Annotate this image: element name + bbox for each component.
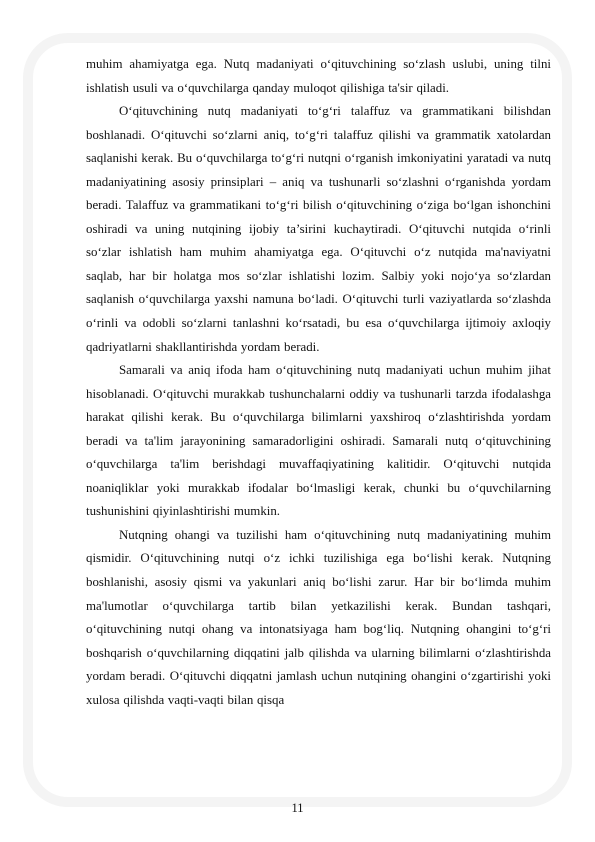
document-body (86, 53, 551, 712)
page-number: 11 (291, 801, 304, 815)
paragraph-2: O‘qituvchining nutq madaniyati to‘g‘ri talaffuz va grammatikani bilishdan boshlanadi. O‘qituvchi so‘zlarni aniq, to‘g‘ri talaffuz qilishi va grammatik xatolardan saqlanishi kerak. Bu o‘quvchilarga to‘g‘ri nutqni o‘rganish imkoniyatini yaratadi va nutq madaniyatining asosiy prinsiplari – aniq va tushunarli so‘zlashni o‘rganishda yordam beradi. Talaffuz va grammatikani to‘g‘ri bilish o‘qituvchining o‘ziga bo‘lgan ishonchini oshiradi va uning nutqining ijobiy ta’sirini kuchaytiradi. O‘qituvchi nutqida o‘rinli so‘zlar ishlatish ham muhim ahamiyatga ega. O‘qituvchi o‘z nutqida ma'naviyatni saqlab, har bir holatga mos so‘zlar ishlatishi lozim. Salbiy yoki nojo‘ya so‘zlardan saqlanish o‘quvchilarga yaxshi namuna bo‘ladi. O‘qituvchi turli vaziyatlarda so‘zlashda o‘rinli va odobli so‘zlarni tanlashni ko‘rsatadi, bu esa o‘quvchilarga ijtimoiy axloqiy qadriyatlarni shakllantirishda yordam beradi. (86, 104, 551, 354)
paragraph-3: Samarali va aniq ifoda ham o‘qituvchining nutq madaniyati uchun muhim jihat hisoblanadi. O‘qituvchi murakkab tushunchalarni oddiy va tushunarli tarzda ifodalashga harakat qilishi kerak. Bu o‘quvchilarga bilimlarni yaxshiroq o‘zlashtirishda yordam beradi va ta'lim jarayonining samaradorligini oshiradi. Samarali nutq o‘qituvchining o‘quvchilarga ta'lim berishdagi muvaffaqiyatining kalitidir. O‘qituvchi nutqida noaniqliklar yoki murakkab ifodalar bo‘lmasligi kerak, chunki bu o‘quvchilarning tushunishini qiyinlashtirishi mumkin. (86, 363, 551, 519)
paragraph-4: Nutqning ohangi va tuzilishi ham o‘qituvchining nutq madaniyatining muhim qismidir. O‘qituvchining nutqi o‘z ichki tuzilishiga ega bo‘lishi kerak. Nutqning boshlanishi, asosiy qismi va yakunlari aniq bo‘lishi zarur. Har bir bo‘limda muhim ma'lumotlar o‘quvchilarga tartib bilan yetkazilishi kerak. Bundan tashqari, o‘qituvchining nutqi ohang va intonatsiyaga ham bog‘liq. Nutqning ohangini to‘g‘ri boshqarish o‘quvchilarning diqqatini jalb qilishda va ularning bilimlarni o‘zlashtirishda yordam beradi. O‘qituvchi diqqatni jamlash uchun nutqining ohangini o‘zgartirishi yoki xulosa qilishda vaqti-vaqti bilan qisqa (86, 527, 551, 707)
paragraph-1: muhim ahamiyatga ega. Nutq madaniyati o‘qituvchining so‘zlash uslubi, uning tilni ishlatish usuli va o‘quvchilarga qanday muloqot qilishiga ta'sir qiladi. (86, 57, 551, 95)
